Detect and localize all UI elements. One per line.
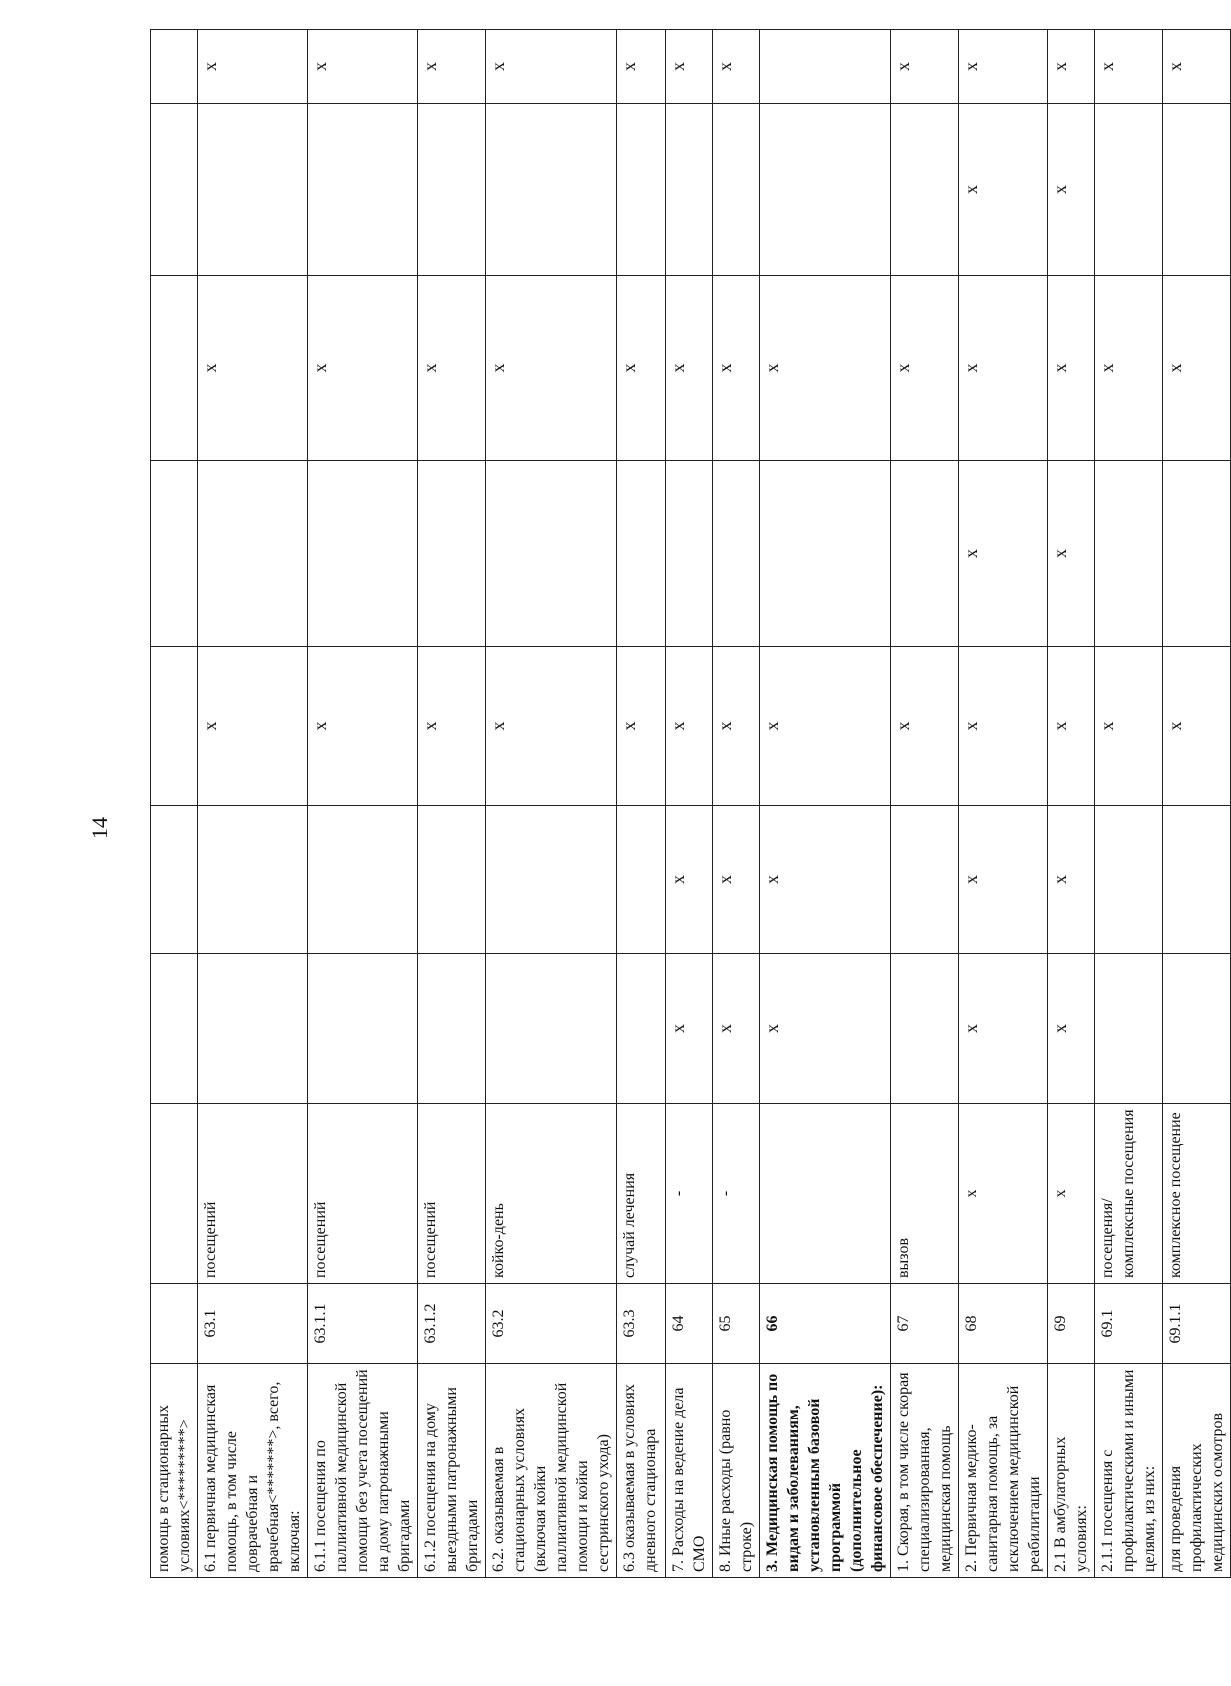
cell-c6: х <box>1095 647 1163 806</box>
cell-c8: х <box>1163 276 1231 461</box>
cell-c10: х <box>1163 30 1231 104</box>
row-unit: посещений <box>308 1104 418 1284</box>
table-row <box>418 30 486 1578</box>
table-row <box>959 30 1048 1578</box>
cell-c8: х <box>198 276 308 461</box>
row-name: 2.1.1 посещения с профилактическими и иными целями, из них: <box>1095 1364 1163 1578</box>
table-row <box>1048 30 1095 1578</box>
cell-c5: х <box>1048 806 1095 954</box>
row-code: 64 <box>666 1284 713 1364</box>
table-row <box>1163 30 1231 1578</box>
row-code: 63.1.1 <box>308 1284 418 1364</box>
cell-c7 <box>418 461 486 647</box>
cell-c10 <box>151 30 198 104</box>
cell-c9 <box>1095 104 1163 276</box>
cell-c9: х <box>959 104 1048 276</box>
cell-c10: х <box>308 30 418 104</box>
cell-c4 <box>308 954 418 1104</box>
row-name: 6.1.2 посещения на дому выездными патронажными бригадами <box>418 1364 486 1578</box>
cell-c7: х <box>959 461 1048 647</box>
row-code: 69.1.1 <box>1163 1284 1231 1364</box>
cell-c6: х <box>891 647 959 806</box>
cell-c9 <box>617 104 666 276</box>
row-code: 63.1.2 <box>418 1284 486 1364</box>
cell-c6: х <box>418 647 486 806</box>
cell-c4 <box>617 954 666 1104</box>
cell-c6: х <box>666 647 713 806</box>
cell-c4: х <box>760 954 891 1104</box>
table-row <box>760 30 891 1578</box>
row-name: 6.1.1 посещения по паллиативной медицинской помощи без учета посещений на дому патронажными бригадами <box>308 1364 418 1578</box>
row-name: 1. Скорая, в том числе скорая специализированная, медицинская помощь <box>891 1364 959 1578</box>
cell-c5 <box>1163 806 1231 954</box>
cell-c8: х <box>308 276 418 461</box>
cell-c6: х <box>308 647 418 806</box>
row-name: 6.3 оказываемая в условиях дневного стационара <box>617 1364 666 1578</box>
cell-c6: х <box>198 647 308 806</box>
row-name: помощь в стационарных условиях<*********> <box>151 1364 198 1578</box>
data-table <box>150 29 1231 1578</box>
cell-c4 <box>1163 954 1231 1104</box>
row-code: 68 <box>959 1284 1048 1364</box>
cell-c8: х <box>418 276 486 461</box>
cell-c8: х <box>760 276 891 461</box>
cell-c7 <box>891 461 959 647</box>
cell-c10: х <box>198 30 308 104</box>
page-number: 14 <box>87 817 112 839</box>
row-unit: посещений <box>198 1104 308 1284</box>
cell-c9 <box>308 104 418 276</box>
cell-c4 <box>418 954 486 1104</box>
row-code: 69.1 <box>1095 1284 1163 1364</box>
rotated-table-container <box>150 30 1226 1578</box>
table-row <box>308 30 418 1578</box>
row-code: 65 <box>713 1284 760 1364</box>
cell-c7 <box>308 461 418 647</box>
cell-c5 <box>198 806 308 954</box>
row-code: 67 <box>891 1284 959 1364</box>
cell-c9 <box>486 104 617 276</box>
row-unit: - <box>713 1104 760 1284</box>
row-unit: х <box>959 1104 1048 1284</box>
cell-c4: х <box>713 954 760 1104</box>
cell-c10: х <box>891 30 959 104</box>
row-unit: случай лечения <box>617 1104 666 1284</box>
cell-c6: х <box>617 647 666 806</box>
cell-c8: х <box>617 276 666 461</box>
cell-c6: х <box>959 647 1048 806</box>
cell-c9 <box>891 104 959 276</box>
row-code <box>151 1284 198 1364</box>
cell-c6: х <box>760 647 891 806</box>
row-unit: х <box>1048 1104 1095 1284</box>
cell-c9 <box>198 104 308 276</box>
cell-c10: х <box>959 30 1048 104</box>
row-name: 6.2. оказываемая в стационарных условиях (включая койки паллиативной медицинской помощи и койки сестринского ухода) <box>486 1364 617 1578</box>
cell-c7 <box>760 461 891 647</box>
row-unit: комплексное посещение <box>1163 1104 1231 1284</box>
cell-c9 <box>666 104 713 276</box>
cell-c6: х <box>1048 647 1095 806</box>
row-unit <box>760 1104 891 1284</box>
cell-c9 <box>713 104 760 276</box>
cell-c8: х <box>959 276 1048 461</box>
table-row <box>151 30 198 1578</box>
cell-c5 <box>617 806 666 954</box>
cell-c10: х <box>1048 30 1095 104</box>
cell-c5 <box>418 806 486 954</box>
cell-c4 <box>198 954 308 1104</box>
cell-c7 <box>198 461 308 647</box>
cell-c9: х <box>1048 104 1095 276</box>
row-name: 2.1 В амбулаторных условиях: <box>1048 1364 1095 1578</box>
cell-c7 <box>151 461 198 647</box>
cell-c4: х <box>666 954 713 1104</box>
cell-c4: х <box>959 954 1048 1104</box>
cell-c7 <box>1095 461 1163 647</box>
cell-c8: х <box>713 276 760 461</box>
row-name: 3. Медицинская помощь по видам и заболеваниям, установленным базовой программой (дополнительное финансовое обеспечение): <box>760 1364 891 1578</box>
cell-c5 <box>1095 806 1163 954</box>
cell-c6: х <box>486 647 617 806</box>
cell-c6 <box>151 647 198 806</box>
table-row <box>713 30 760 1578</box>
row-unit: койко-день <box>486 1104 617 1284</box>
cell-c5: х <box>713 806 760 954</box>
row-code: 63.1 <box>198 1284 308 1364</box>
cell-c8: х <box>1048 276 1095 461</box>
cell-c5 <box>308 806 418 954</box>
cell-c9 <box>1163 104 1231 276</box>
cell-c10: х <box>1095 30 1163 104</box>
row-name: 7. Расходы на ведение дела СМО <box>666 1364 713 1578</box>
table-row <box>198 30 308 1578</box>
cell-c7 <box>713 461 760 647</box>
cell-c4: х <box>1048 954 1095 1104</box>
cell-c5: х <box>666 806 713 954</box>
cell-c10 <box>760 30 891 104</box>
row-code: 66 <box>760 1284 891 1364</box>
cell-c8: х <box>666 276 713 461</box>
table-row <box>617 30 666 1578</box>
cell-c9 <box>418 104 486 276</box>
cell-c8 <box>151 276 198 461</box>
row-name: для проведения профилактических медицинских осмотров <box>1163 1364 1231 1578</box>
cell-c8: х <box>1095 276 1163 461</box>
row-code: 63.2 <box>486 1284 617 1364</box>
cell-c5 <box>151 806 198 954</box>
cell-c4 <box>151 954 198 1104</box>
cell-c10: х <box>666 30 713 104</box>
cell-c7 <box>666 461 713 647</box>
table-row <box>666 30 713 1578</box>
row-code: 69 <box>1048 1284 1095 1364</box>
cell-c10: х <box>713 30 760 104</box>
cell-c7 <box>1163 461 1231 647</box>
cell-c7 <box>617 461 666 647</box>
cell-c7: х <box>1048 461 1095 647</box>
cell-c4 <box>486 954 617 1104</box>
cell-c10: х <box>418 30 486 104</box>
row-unit: посещения/ комплексные посещения <box>1095 1104 1163 1284</box>
cell-c4 <box>891 954 959 1104</box>
row-unit: посещений <box>418 1104 486 1284</box>
cell-c9 <box>151 104 198 276</box>
cell-c7 <box>486 461 617 647</box>
table-row <box>486 30 617 1578</box>
cell-c5 <box>486 806 617 954</box>
cell-c10: х <box>486 30 617 104</box>
cell-c8: х <box>891 276 959 461</box>
cell-c5: х <box>959 806 1048 954</box>
cell-c6: х <box>713 647 760 806</box>
cell-c8: х <box>486 276 617 461</box>
cell-c4 <box>1095 954 1163 1104</box>
table-row <box>891 30 959 1578</box>
cell-c5: х <box>760 806 891 954</box>
cell-c5 <box>891 806 959 954</box>
cell-c6: х <box>1163 647 1231 806</box>
row-code: 63.3 <box>617 1284 666 1364</box>
row-unit <box>151 1104 198 1284</box>
row-unit: вызов <box>891 1104 959 1284</box>
row-name: 8. Иные расходы (равно строке) <box>713 1364 760 1578</box>
row-name: 6.1 первичная медицинская помощь, в том числе доврачебная и врачебная<*******>, всего, включая: <box>198 1364 308 1578</box>
cell-c9 <box>760 104 891 276</box>
row-name: 2. Первичная медико-санитарная помощь, за исключением медицинской реабилитации <box>959 1364 1048 1578</box>
row-unit: - <box>666 1104 713 1284</box>
cell-c10: х <box>617 30 666 104</box>
table-row <box>1095 30 1163 1578</box>
